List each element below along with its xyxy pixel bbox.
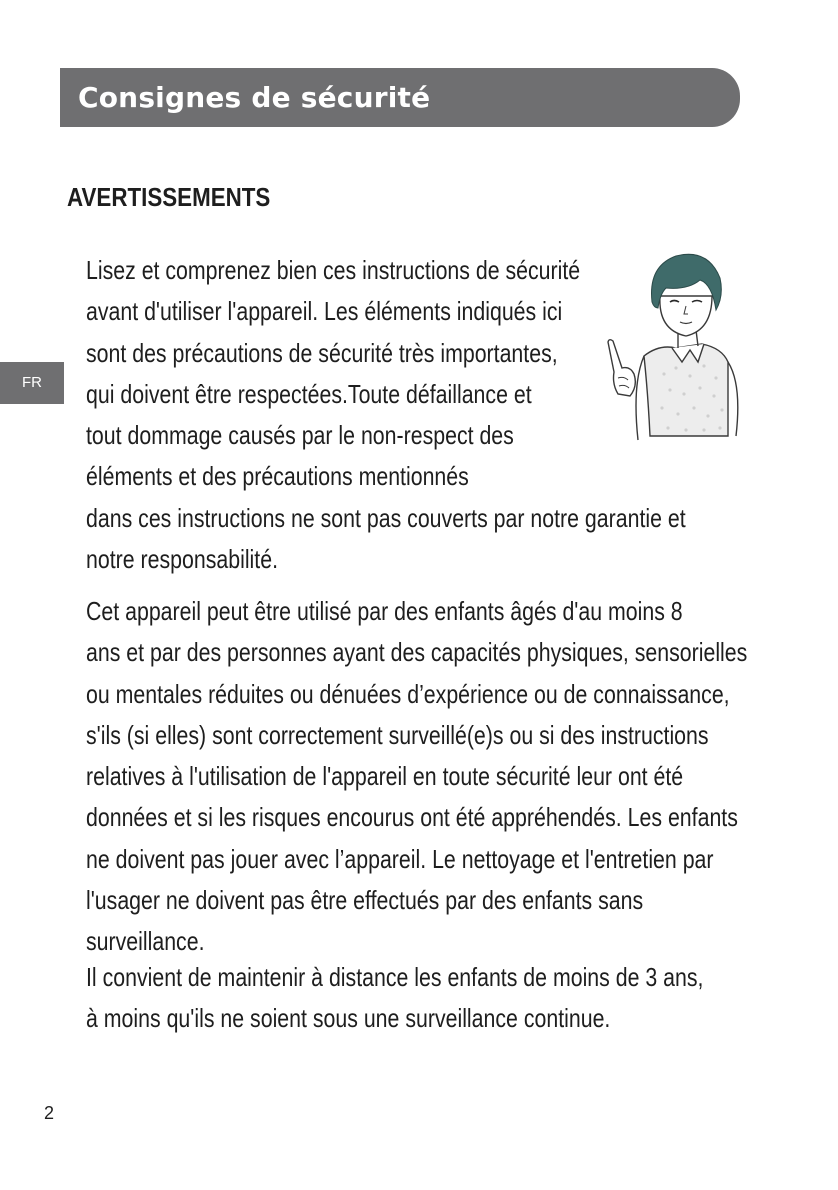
woman-pointing-illustration: [604, 244, 754, 444]
text-line: Il convient de maintenir à distance les enfants de moins de 3 ans,: [86, 962, 704, 992]
text-line: éléments et des précautions mentionnés: [86, 461, 469, 492]
person-figure-icon: [604, 244, 754, 444]
text-line: Lisez et comprenez bien ces instructions de sécurité: [86, 255, 581, 285]
text-line: dans ces instructions ne sont pas couverts par notre garantie et: [86, 502, 686, 533]
language-tab-label: FR: [22, 374, 42, 391]
text-line: l'usager ne doivent pas être effectués par des enfants sans: [86, 885, 644, 916]
language-tab: [0, 362, 64, 404]
page-number: 2: [44, 1103, 55, 1123]
text-line: sont des précautions de sécurité très importantes,: [86, 337, 558, 368]
text-line: notre responsabilité.: [86, 544, 278, 575]
text-line: relatives à l'utilisation de l'appareil en toute sécurité leur ont été: [86, 761, 684, 792]
text-line: surveillance.: [86, 926, 205, 957]
text-line: ne doivent pas jouer avec l’appareil. Le nettoyage et l'entretien par: [86, 843, 714, 874]
paragraph-children: [86, 591, 806, 963]
text-line: tout dommage causés par le non-respect des: [86, 420, 514, 451]
section-heading: AVERTISSEMENTS: [67, 182, 271, 212]
page-title: Consignes de sécurité: [78, 81, 431, 114]
text-line: avant d'utiliser l'appareil. Les éléments indiqués ici: [86, 296, 563, 327]
text-line: qui doivent être respectées.Toute défaillance et: [86, 378, 532, 409]
paragraph-distance: [86, 957, 806, 1040]
text-line: à moins qu'ils ne soient sous une surveillance continue.: [86, 1003, 611, 1034]
section-header-bar: [60, 68, 740, 127]
text-line: ans et par des personnes ayant des capacités physiques, sensorielles: [86, 637, 748, 668]
text-line: données et si les risques encourus ont été appréhendés. Les enfants: [86, 802, 738, 833]
text-line: ou mentales réduites ou dénuées d’expérience ou de connaissance,: [86, 678, 730, 709]
text-line: s'ils (si elles) sont correctement surveillé(e)s ou si des instructions: [86, 719, 709, 750]
text-line: Cet appareil peut être utilisé par des enfants âgés d'au moins 8: [86, 596, 683, 626]
